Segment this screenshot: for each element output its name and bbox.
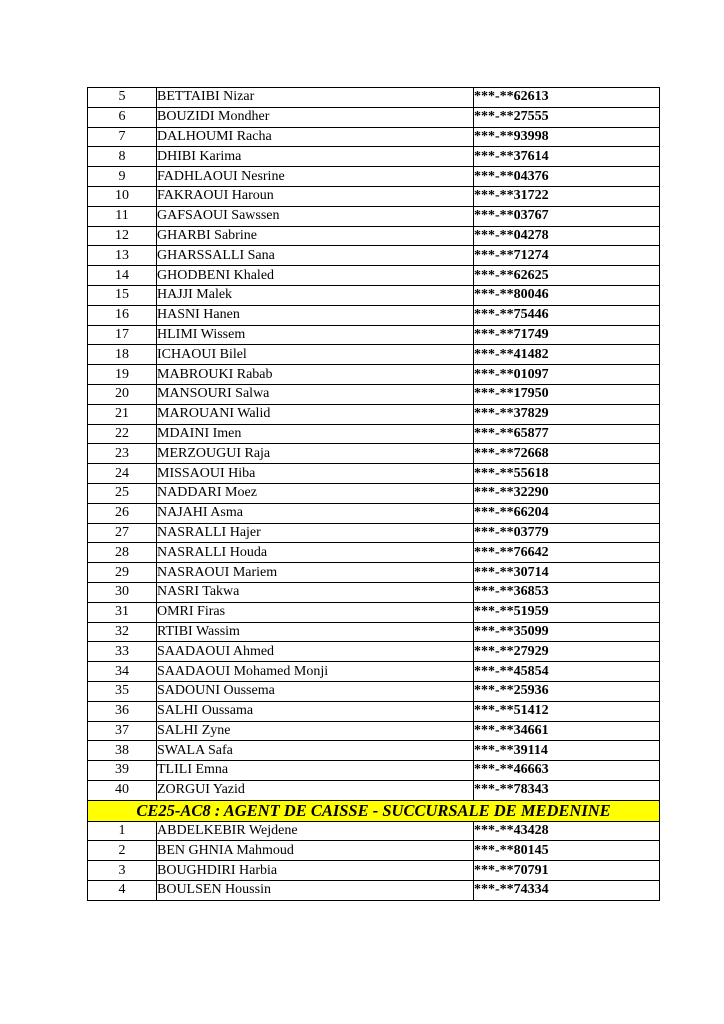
table-body-medenine-section [88, 821, 660, 900]
row-number: 24 [88, 464, 157, 484]
candidate-name: SALHI Zyne [157, 721, 474, 741]
table-row [88, 761, 660, 781]
table-body-previous-section [88, 88, 660, 801]
candidate-name: MERZOUGUI Raja [157, 444, 474, 464]
row-number: 2 [88, 841, 157, 861]
candidate-name: ZORGUI Yazid [157, 780, 474, 800]
candidate-id: ***-**78343 [474, 780, 660, 800]
row-number: 17 [88, 325, 157, 345]
candidate-id: ***-**51959 [474, 602, 660, 622]
candidate-id: ***-**80145 [474, 841, 660, 861]
table-row [88, 127, 660, 147]
table-row [88, 681, 660, 701]
candidate-id: ***-**30714 [474, 563, 660, 583]
row-number: 31 [88, 602, 157, 622]
row-number: 33 [88, 642, 157, 662]
candidate-id: ***-**75446 [474, 305, 660, 325]
candidate-id: ***-**03767 [474, 206, 660, 226]
table-row [88, 543, 660, 563]
table-row [88, 622, 660, 642]
table-row [88, 88, 660, 108]
candidate-id: ***-**80046 [474, 285, 660, 305]
table-row [88, 206, 660, 226]
row-number: 25 [88, 483, 157, 503]
candidate-name: NASRALLI Houda [157, 543, 474, 563]
table-row [88, 266, 660, 286]
table-row [88, 325, 660, 345]
candidate-id: ***-**76642 [474, 543, 660, 563]
table-row [88, 821, 660, 841]
row-number: 38 [88, 741, 157, 761]
row-number: 37 [88, 721, 157, 741]
candidate-name: GHODBENI Khaled [157, 266, 474, 286]
candidate-id: ***-**25936 [474, 681, 660, 701]
candidate-id: ***-**37614 [474, 147, 660, 167]
table-row [88, 662, 660, 682]
table-row [88, 384, 660, 404]
candidate-id: ***-**03779 [474, 523, 660, 543]
table-row [88, 503, 660, 523]
candidate-name: MABROUKI Rabab [157, 365, 474, 385]
candidate-name: HLIMI Wissem [157, 325, 474, 345]
candidate-id: ***-**74334 [474, 881, 660, 901]
candidate-name: BETTAIBI Nizar [157, 88, 474, 108]
row-number: 9 [88, 167, 157, 187]
row-number: 27 [88, 523, 157, 543]
row-number: 6 [88, 107, 157, 127]
candidate-name: FAKRAOUI Haroun [157, 186, 474, 206]
candidate-name: HASNI Hanen [157, 305, 474, 325]
candidate-id: ***-**71749 [474, 325, 660, 345]
candidate-name: MDAINI Imen [157, 424, 474, 444]
candidate-name: DHIBI Karima [157, 147, 474, 167]
row-number: 4 [88, 881, 157, 901]
row-number: 3 [88, 861, 157, 881]
candidate-id: ***-**35099 [474, 622, 660, 642]
candidate-name: BOUGHDIRI Harbia [157, 861, 474, 881]
candidate-name: SWALA Safa [157, 741, 474, 761]
table-row [88, 404, 660, 424]
candidate-name: OMRI Firas [157, 602, 474, 622]
candidate-id: ***-**01097 [474, 365, 660, 385]
candidate-id: ***-**27929 [474, 642, 660, 662]
candidate-id: ***-**51412 [474, 701, 660, 721]
table-row [88, 147, 660, 167]
candidate-name: GAFSAOUI Sawssen [157, 206, 474, 226]
row-number: 30 [88, 582, 157, 602]
table-row [88, 841, 660, 861]
candidate-name: ABDELKEBIR Wejdene [157, 821, 474, 841]
row-number: 26 [88, 503, 157, 523]
candidate-name: RTIBI Wassim [157, 622, 474, 642]
candidate-name: NASRALLI Hajer [157, 523, 474, 543]
table-row [88, 365, 660, 385]
row-number: 29 [88, 563, 157, 583]
candidate-name: NASRI Takwa [157, 582, 474, 602]
table-row [88, 424, 660, 444]
row-number: 11 [88, 206, 157, 226]
table-row [88, 186, 660, 206]
candidate-name: MISSAOUI Hiba [157, 464, 474, 484]
candidate-id: ***-**17950 [474, 384, 660, 404]
table-row [88, 741, 660, 761]
row-number: 22 [88, 424, 157, 444]
candidate-table [87, 87, 660, 901]
table-row [88, 881, 660, 901]
candidate-id: ***-**04376 [474, 167, 660, 187]
candidate-name: FADHLAOUI Nesrine [157, 167, 474, 187]
table-row [88, 780, 660, 800]
section-header-text: CE25-AC8 : AGENT DE CAISSE - SUCCURSALE DE MEDENINE [88, 800, 660, 821]
row-number: 20 [88, 384, 157, 404]
table-row [88, 464, 660, 484]
candidate-name: BEN GHNIA Mahmoud [157, 841, 474, 861]
table-row [88, 444, 660, 464]
candidate-name: BOUZIDI Mondher [157, 107, 474, 127]
row-number: 19 [88, 365, 157, 385]
candidate-name: GHARBI Sabrine [157, 226, 474, 246]
candidate-id: ***-**46663 [474, 761, 660, 781]
table-row [88, 602, 660, 622]
row-number: 39 [88, 761, 157, 781]
table-row [88, 107, 660, 127]
candidate-id: ***-**39114 [474, 741, 660, 761]
candidate-id: ***-**37829 [474, 404, 660, 424]
candidate-name: SADOUNI Oussema [157, 681, 474, 701]
candidate-id: ***-**72668 [474, 444, 660, 464]
candidate-name: MANSOURI Salwa [157, 384, 474, 404]
row-number: 32 [88, 622, 157, 642]
candidate-name: BOULSEN Houssin [157, 881, 474, 901]
candidate-id: ***-**71274 [474, 246, 660, 266]
candidate-id: ***-**36853 [474, 582, 660, 602]
table-row [88, 305, 660, 325]
candidate-id: ***-**04278 [474, 226, 660, 246]
row-number: 16 [88, 305, 157, 325]
row-number: 28 [88, 543, 157, 563]
candidate-name: DALHOUMI Racha [157, 127, 474, 147]
candidate-id: ***-**55618 [474, 464, 660, 484]
table-row [88, 246, 660, 266]
candidate-name: HAJJI Malek [157, 285, 474, 305]
section-header-row [88, 800, 660, 821]
row-number: 36 [88, 701, 157, 721]
candidate-name: MAROUANI Walid [157, 404, 474, 424]
candidate-name: SAADAOUI Mohamed Monji [157, 662, 474, 682]
table-row [88, 642, 660, 662]
candidate-name: NADDARI Moez [157, 483, 474, 503]
candidate-name: GHARSSALLI Sana [157, 246, 474, 266]
row-number: 12 [88, 226, 157, 246]
row-number: 13 [88, 246, 157, 266]
row-number: 8 [88, 147, 157, 167]
row-number: 1 [88, 821, 157, 841]
candidate-name: TLILI Emna [157, 761, 474, 781]
row-number: 35 [88, 681, 157, 701]
table-row [88, 226, 660, 246]
table-body-section-header [88, 800, 660, 821]
candidate-name: NASRAOUI Mariem [157, 563, 474, 583]
row-number: 40 [88, 780, 157, 800]
table-row [88, 701, 660, 721]
table-row [88, 721, 660, 741]
row-number: 15 [88, 285, 157, 305]
row-number: 21 [88, 404, 157, 424]
candidate-id: ***-**32290 [474, 483, 660, 503]
candidate-id: ***-**62613 [474, 88, 660, 108]
table-row [88, 167, 660, 187]
candidate-id: ***-**43428 [474, 821, 660, 841]
row-number: 18 [88, 345, 157, 365]
table-row [88, 582, 660, 602]
candidate-name: NAJAHI Asma [157, 503, 474, 523]
table-row [88, 563, 660, 583]
candidate-id: ***-**93998 [474, 127, 660, 147]
candidate-name: ICHAOUI Bilel [157, 345, 474, 365]
candidate-id: ***-**65877 [474, 424, 660, 444]
table-row [88, 483, 660, 503]
candidate-name: SALHI Oussama [157, 701, 474, 721]
candidate-id: ***-**66204 [474, 503, 660, 523]
candidate-id: ***-**27555 [474, 107, 660, 127]
candidate-id: ***-**70791 [474, 861, 660, 881]
row-number: 14 [88, 266, 157, 286]
row-number: 34 [88, 662, 157, 682]
candidate-id: ***-**34661 [474, 721, 660, 741]
row-number: 10 [88, 186, 157, 206]
table-row [88, 285, 660, 305]
row-number: 23 [88, 444, 157, 464]
row-number: 5 [88, 88, 157, 108]
candidate-name: SAADAOUI Ahmed [157, 642, 474, 662]
candidate-id: ***-**31722 [474, 186, 660, 206]
table-row [88, 523, 660, 543]
candidate-id: ***-**41482 [474, 345, 660, 365]
table-row [88, 345, 660, 365]
candidate-id: ***-**62625 [474, 266, 660, 286]
table-row [88, 861, 660, 881]
candidate-id: ***-**45854 [474, 662, 660, 682]
row-number: 7 [88, 127, 157, 147]
